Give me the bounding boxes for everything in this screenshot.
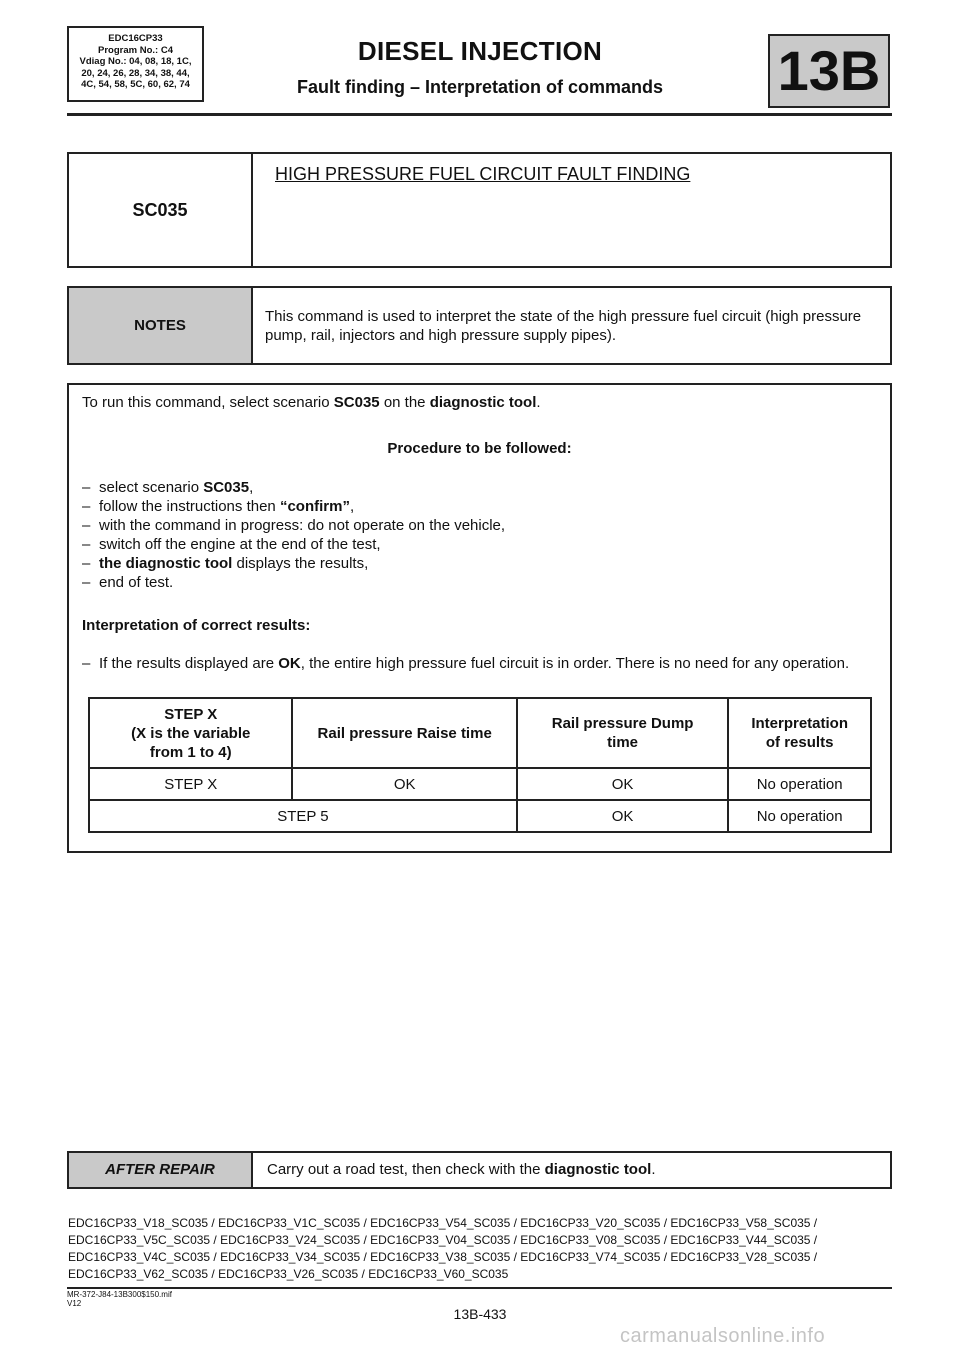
doc-ref: MR-372-J84-13B300$150.mif bbox=[67, 1290, 172, 1299]
table-row bbox=[89, 768, 871, 800]
command-code: SC035 bbox=[132, 200, 188, 220]
notes-divider bbox=[251, 288, 253, 363]
doc-version: V12 bbox=[67, 1299, 82, 1308]
section-badge: 13B bbox=[768, 34, 890, 108]
program-line: 20, 24, 26, 28, 34, 38, 44, bbox=[81, 67, 190, 79]
table-cell: No operation bbox=[728, 768, 871, 800]
procedure-steps bbox=[82, 478, 872, 592]
command-divider bbox=[251, 154, 253, 266]
after-repair-text: Carry out a road test, then check with the diagnostic tool. bbox=[267, 1161, 656, 1178]
notes-text: This command is used to interpret the state of the high pressure fuel circuit (high pressure pump, rail, injectors and high pressure supply pipes). bbox=[265, 308, 862, 344]
command-heading: HIGH PRESSURE FUEL CIRCUIT FAULT FINDING bbox=[275, 164, 691, 184]
after-repair-label: AFTER REPAIR bbox=[105, 1161, 215, 1178]
list-item: – end of test. bbox=[82, 574, 174, 591]
program-info-box bbox=[67, 26, 204, 102]
procedure-heading: Procedure to be followed: bbox=[387, 440, 572, 457]
page-number: 13B-433 bbox=[453, 1306, 507, 1322]
intro-tool: diagnostic tool bbox=[429, 394, 537, 411]
list-item: – with the command in progress: do not operate on the vehicle, bbox=[82, 517, 506, 534]
program-line: Program No.: C4 bbox=[98, 44, 173, 56]
header-divider bbox=[67, 113, 892, 116]
table-cell: STEP X bbox=[89, 768, 292, 800]
list-item: – select scenario SC035, bbox=[82, 479, 254, 496]
interpretation-heading: Interpretation of correct results: bbox=[82, 617, 311, 634]
list-item: – the diagnostic tool displays the results, bbox=[82, 555, 369, 572]
table-cell: OK bbox=[517, 768, 728, 800]
table-row bbox=[89, 800, 871, 832]
intro-text: To run this command, select scenario bbox=[82, 394, 334, 411]
intro-scenario: SC035 bbox=[333, 394, 380, 411]
command-box bbox=[67, 152, 892, 268]
column-header: Interpretation of results bbox=[728, 698, 871, 768]
document-reference bbox=[67, 1290, 172, 1308]
scenario-code-list: EDC16CP33_V18_SC035 / EDC16CP33_V1C_SC035 / EDC16CP33_V54_SC035 / EDC16CP33_V20_SC035 / EDC16CP33_V58_SC035 / EDC16CP33_V5C_SC035 / EDC16CP33_V24_SC035 / EDC16CP33_V04_SC035 / EDC16CP33_V08_SC035 / EDC16CP33_V44_SC035 / EDC16CP33_V4C_SC035 / EDC16CP33_V34_SC035 / EDC16CP33_V38_SC035 / EDC16CP33_V74_SC035 / EDC16CP33_V28_SC035 / EDC16CP33_V62_SC035 / EDC16CP33_V26_SC035 / EDC16CP33_V60_SC035 bbox=[68, 1216, 818, 1281]
program-line: EDC16CP33 bbox=[108, 33, 163, 44]
watermark: carmanualsonline.info bbox=[620, 1325, 826, 1347]
page-title: DIESEL INJECTION bbox=[357, 36, 603, 66]
intro-text: . bbox=[536, 394, 541, 411]
footer-divider bbox=[67, 1287, 892, 1289]
table-cell: OK bbox=[517, 800, 728, 832]
column-header: STEP X (X is the variable from 1 to 4) bbox=[89, 698, 292, 768]
list-item: – switch off the engine at the end of the test, bbox=[82, 536, 381, 553]
table-cell: STEP 5 bbox=[89, 800, 517, 832]
procedure-intro bbox=[82, 393, 541, 412]
notes-box bbox=[67, 286, 892, 365]
intro-text: on the bbox=[379, 394, 430, 411]
page-subtitle: Fault finding – Interpretation of commands bbox=[296, 77, 663, 97]
column-header: Rail pressure Dump time bbox=[517, 698, 728, 768]
table-cell: No operation bbox=[728, 800, 871, 832]
after-repair-box bbox=[67, 1151, 892, 1189]
program-line: Vdiag No.: 04, 08, 18, 1C, bbox=[79, 56, 192, 67]
program-line: 4C, 54, 58, 5C, 60, 62, 74 bbox=[81, 79, 190, 90]
table-header-row bbox=[89, 698, 871, 768]
interpretation-item: – If the results displayed are OK, the entire high pressure fuel circuit is in order. There is no need for any operation. bbox=[82, 655, 850, 672]
list-item: – follow the instructions then “confirm”, bbox=[82, 498, 355, 515]
after-repair-label-cell bbox=[69, 1153, 251, 1187]
column-header: Rail pressure Raise time bbox=[292, 698, 516, 768]
results-table bbox=[88, 697, 872, 833]
notes-label-cell bbox=[69, 288, 251, 363]
table-cell: OK bbox=[292, 768, 516, 800]
notes-label: NOTES bbox=[134, 317, 186, 334]
after-repair-divider bbox=[251, 1153, 253, 1187]
